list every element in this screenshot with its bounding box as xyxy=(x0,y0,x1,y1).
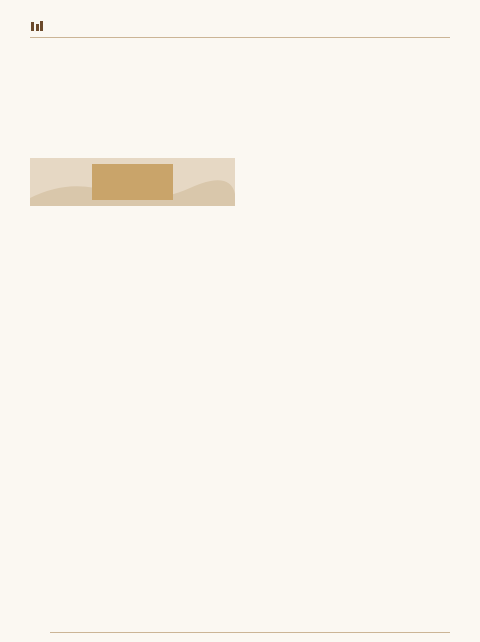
town-banner xyxy=(30,158,235,206)
footer-rule xyxy=(50,632,450,633)
header-logo-icon xyxy=(30,20,44,32)
page-header xyxy=(0,0,480,40)
banner-ornament xyxy=(30,158,235,206)
header-rule xyxy=(30,37,450,38)
